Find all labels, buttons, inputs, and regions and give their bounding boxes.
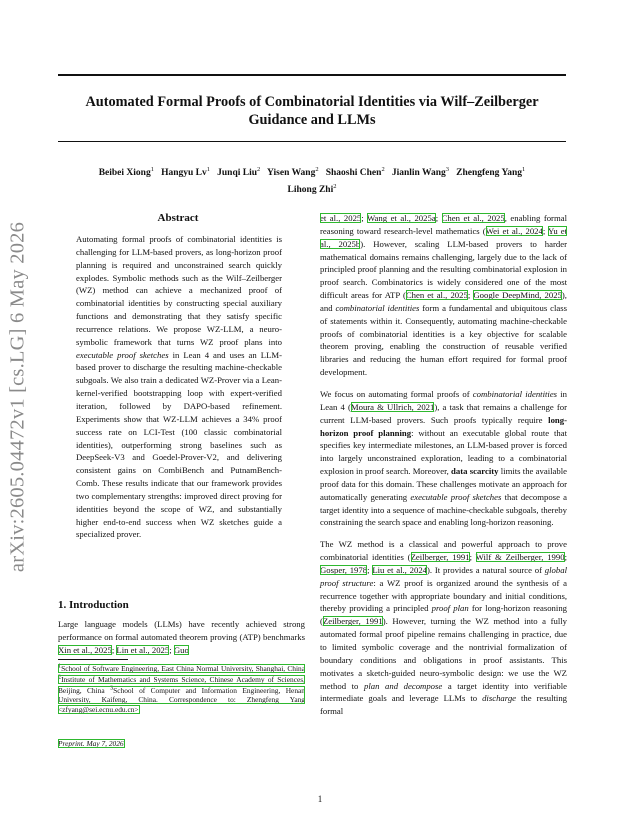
arxiv-stamp-text: arXiv:2605.04472v1 [cs.LG] 6 May 2026 — [6, 221, 29, 573]
title-line-1: Automated Formal Proofs of Combinatorial Identities via Wilf–Zeilberger — [85, 94, 539, 110]
citation-link[interactable]: Wang et al., 2025a — [367, 213, 436, 223]
author: Shaoshi Chen$^2$ — [325, 166, 385, 179]
citation-link[interactable]: Chen et al., 2025 — [441, 213, 505, 223]
citation-link[interactable]: Wei et al., 2024 — [485, 225, 543, 236]
title-top-rule — [58, 74, 566, 76]
citation-link[interactable]: Moura & Ullrich, 2021 — [350, 401, 435, 412]
author: Yisen Wang$^2$ — [267, 166, 319, 179]
page-number: 1 — [317, 794, 323, 804]
abstract-heading: Abstract — [157, 212, 199, 224]
citation-link[interactable]: Zeilberger, 1991 — [410, 552, 470, 563]
author-line-2 — [58, 180, 566, 197]
intro-paragraph-2: We focus on automating formal proofs of combinatorial identities in Lean 4 (Moura & Ullrich, 2021), a task that remains a challenge for current LLM-based provers. Such proofs typically require long-horizon proof planning: without an executable global route that specifies key intermediate milestones, an LLM-based prover is forced into largely unconstrained exploration, leading to a combinatorial explosion in proof search. Moreover, data scarcity limits the available proof data for this domain. These challenges motivate an approach for automatically generating executable proof sketches that decompose a target identity into a sequence of machine-checkable subgoals, thereby constraining the search space and enabling long-horizon reasoning. — [320, 388, 568, 528]
right-column — [320, 212, 567, 727]
intro-paragraph-1: et al., 2025; Wang et al., 2025a; Chen et al., 2025, enabling formal reasoning toward research-level mathematics (Wei et al., 2024; Yu et al., 2025b). However, scaling LLM-based provers to harder mathematical domains remains challenging, largely due to the lack of principled proof planning and the resulting combinatorial explosion in proof search. Combinatorics is widely considered one of the most difficult areas for ATP (Chen et al., 2025; Google DeepMind, 2025), and combinatorial identities form a fundamental and ubiquitous class of statements within it. Consequently, automating machine-checkable proofs of combinatorial identities is a key objective for scalable theorem proving, enabling the construction of reusable verified libraries and reducing the human effort required for formal proof development. — [320, 213, 568, 378]
footnote-affiliations-link[interactable]: $^1$School of Software Engineering, East China Normal University, Shanghai, China $^2$Institute of Mathematics and Systems Science, Chinese Academy of Sciences, Beijing, China $^3$School of Computer and Information Engineering, Henan University, Kaifeng, China. Correspondence to: Zhengfeng Yang <zfyang@sei.ecnu.edu.cn>. — [58, 664, 305, 714]
author-line-1 — [58, 163, 566, 180]
citation-link[interactable]: Yu et al., 2025b — [320, 225, 568, 249]
citation-link[interactable]: Lin et al., 2025 — [116, 644, 170, 655]
footnote-rule — [58, 659, 128, 660]
citation-link[interactable]: et al., 2025 — [320, 213, 362, 223]
citation-link[interactable]: Wilf & Zeilberger, 1990 — [475, 552, 565, 563]
author: Hangyu Lv$^1$ — [161, 166, 210, 179]
citation-link[interactable]: Google DeepMind, 2025 — [473, 290, 562, 301]
intro-paragraph-left: Large language models (LLMs) have recently achieved strong performance on formal automated theorem proving (ATP) benchmarks Xin et al., 2025; Lin et al., 2025; Guo — [58, 619, 305, 655]
author: Zhengfeng Yang$^1$ — [456, 166, 526, 179]
title-line-2: Guidance and LLMs — [248, 112, 376, 128]
author-list — [58, 163, 566, 197]
paper-title — [58, 93, 566, 129]
citation-link[interactable]: Xin et al., 2025 — [58, 644, 112, 655]
author: Lihong Zhi$^2$ — [287, 183, 337, 196]
arxiv-stamp — [6, 202, 30, 592]
citation-link[interactable]: Guo — [173, 644, 189, 655]
intro-paragraph-3: The WZ method is a classical and powerful approach to prove combinatorial identities (Zeilberger, 1991; Wilf & Zeilberger, 1990; Gosper, 1978; Liu et al., 2024). It provides a natural source of global proof structure: a WZ proof is organized around the synthesis of a recurrence together with appropriate boundary and initial conditions, thereby providing a principled proof plan for long-horizon reasoning (Zeilberger, 1991). However, turning the WZ method into a fully automated formal proof pipeline remains challenging in practice, due to limited symbolic coverage and the nontrivial formalization of boundary conditions and obligations in proof assistants. This motivates a sketch-guided neuro-symbolic design: we use the WZ method to plan and decompose a target identity into verifiable intermediate goals and leverage LLMs to discharge the resulting formal — [320, 539, 568, 717]
citation-link[interactable]: Chen et al., 2025 — [405, 290, 468, 301]
citation-link[interactable]: Liu et al., 2024 — [372, 564, 428, 575]
abstract-body: Automating formal proofs of combinatorial identities is challenging for LLM-based provers, as long-horizon proof planning is required and unconstrained search quickly explodes. Symbolic methods such as the Wilf–Zeilberger (WZ) method can achieve a mechanized proof of combinatorial identities by constructing special auxiliary functions and demonstrating that they satisfy specific recurrence relations. We propose WZ-LLM, a neuro-symbolic framework that turns WZ proof plans into executable proof sketches in Lean 4 and uses an LLM-based prover to discharge the resulting machine-checkable subgoals. We also train a dedicated WZ-Prover via a Lean-kernel-verified bootstrapping loop with expert-verified iteration, followed by DAPO-based refinement. Experiments show that WZ-LLM achieves a 34% proof success rate on LCI-Test (100 classic combinatorial identities), outperforming strong baselines such as DeepSeek-V3 and Goedel-Prover-V2, and delivering consistent gains on CombiBench and PutnamBench-Comb. These results indicate that our framework provides two complementary strengths: improved direct proving for identities beyond the scope of WZ, and substantially higher end-to-end success when WZ sketches guide a specialized prover. — [76, 234, 282, 540]
title-bottom-rule — [58, 141, 566, 142]
section-heading-introduction: 1. Introduction — [58, 599, 129, 611]
author: Jianlin Wang$^3$ — [391, 166, 450, 179]
citation-link[interactable]: Gosper, 1978 — [320, 564, 368, 575]
citation-link[interactable]: Zeilberger, 1991 — [322, 616, 383, 627]
affiliation-footnote — [58, 663, 305, 714]
author: Beibei Xiong$^1$ — [98, 166, 154, 179]
author: Junqi Liu$^2$ — [217, 166, 261, 179]
preprint-notice: Preprint. May 7, 2026. — [58, 739, 126, 748]
